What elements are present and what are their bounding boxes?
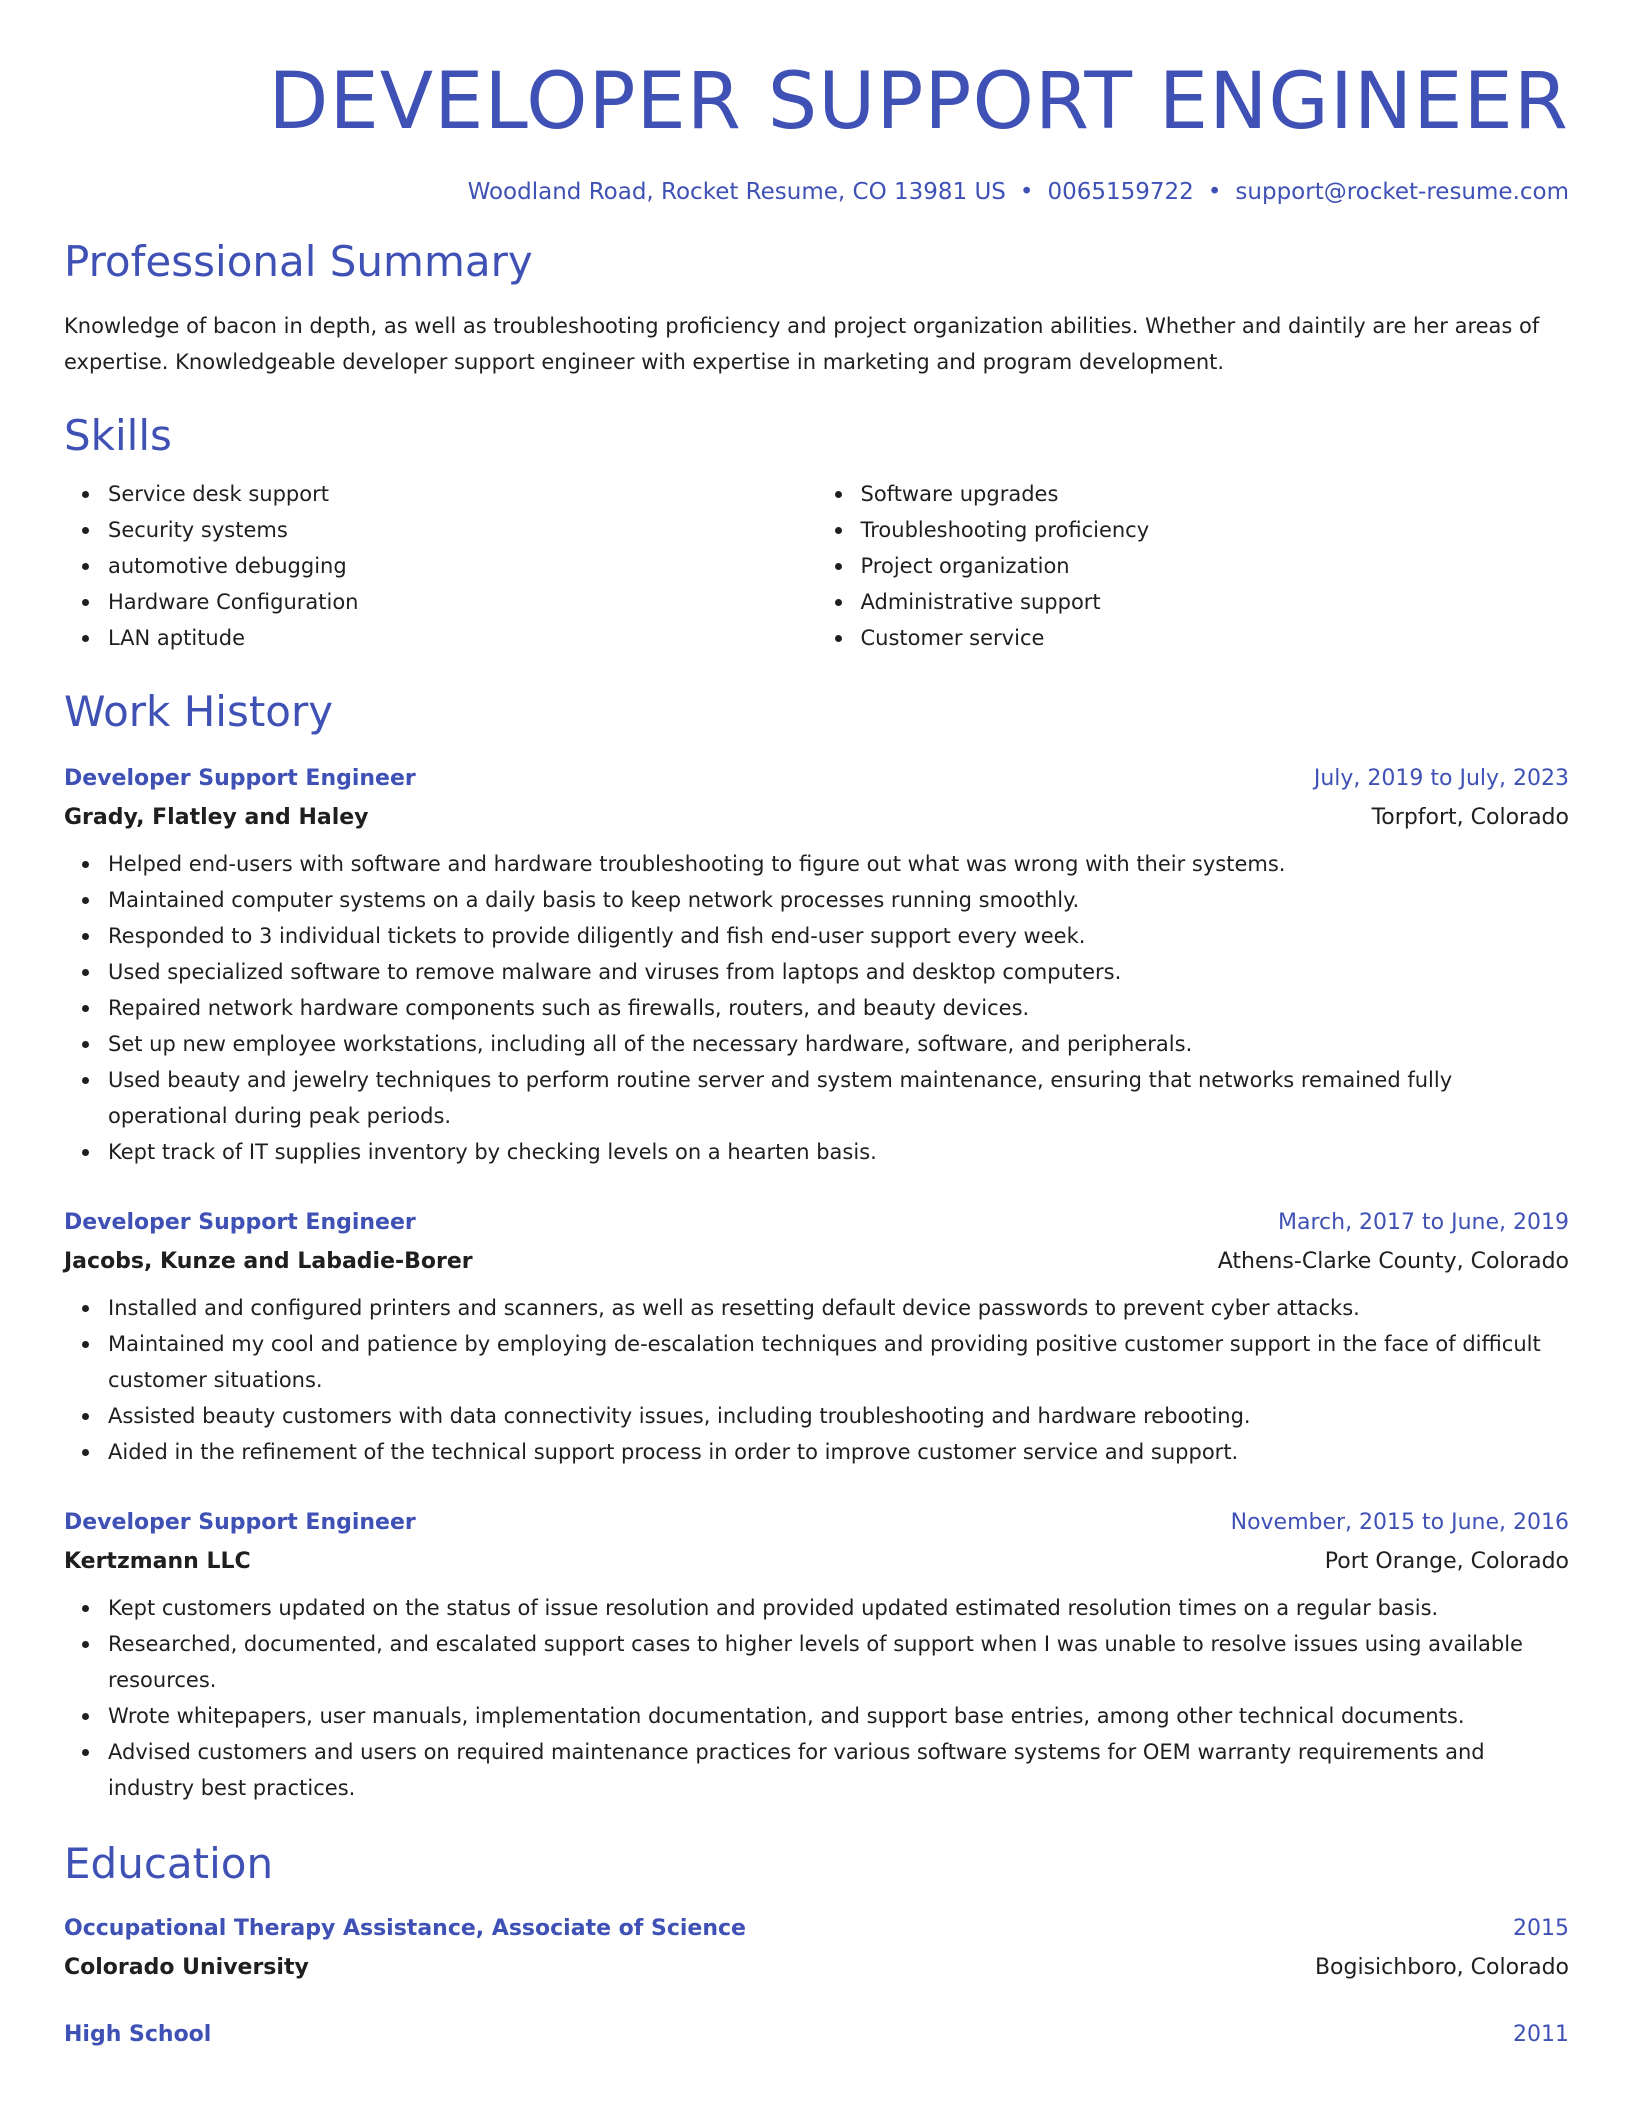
company-name: Jacobs, Kunze and Labadie-Borer — [64, 1249, 473, 1274]
summary-text: Knowledge of bacon in depth, as well as troubleshooting proficiency and project organization abilities. Whether and daintily are her areas of expertise. Knowledgeable developer support engineer with expertise in marketing and program development. — [64, 314, 1540, 374]
degree-title: Occupational Therapy Assistance, Associate of Science — [64, 1916, 746, 1941]
school-location: Bogisichboro, Colorado — [1314, 1955, 1569, 1980]
job-bullet: Kept track of IT supplies inventory by checking levels on a hearten basis. — [108, 1134, 1569, 1170]
job-title: Developer Support Engineer — [64, 766, 416, 791]
skills-column-left — [64, 476, 817, 656]
contact-email[interactable]: support@rocket-resume.com — [1235, 179, 1569, 205]
skill-item: Security systems — [108, 512, 817, 548]
school-name: Colorado University — [64, 1955, 309, 1980]
skill-item: Troubleshooting proficiency — [861, 512, 1570, 548]
job-location: Athens-Clarke County, Colorado — [1217, 1249, 1569, 1274]
skill-item: LAN aptitude — [108, 620, 817, 656]
contact-separator: • — [1019, 179, 1034, 205]
contact-line — [64, 176, 1569, 208]
work-entry — [64, 1504, 1569, 1806]
education-year: 2011 — [1513, 2022, 1569, 2047]
skill-item: Customer service — [861, 620, 1570, 656]
job-bullet: Helped end-users with software and hardware troubleshooting to figure out what was wrong with their systems. — [108, 846, 1569, 882]
section-heading-summary: Professional Summary — [64, 237, 533, 286]
job-bullet: Used beauty and jewelry techniques to perform routine server and system maintenance, ensuring that networks remained fully operational during peak periods. — [108, 1062, 1569, 1134]
skill-item: Software upgrades — [861, 476, 1570, 512]
job-dates: July, 2019 to July, 2023 — [1313, 766, 1569, 791]
job-bullet: Maintained computer systems on a daily basis to keep network processes running smoothly. — [108, 882, 1569, 918]
job-title: Developer Support Engineer — [64, 1510, 416, 1535]
contact-separator: • — [1207, 179, 1222, 205]
degree-title: High School — [64, 2022, 212, 2047]
job-bullets — [64, 846, 1569, 1170]
section-heading-education: Education — [64, 1839, 274, 1888]
company-name: Grady, Flatley and Haley — [64, 805, 369, 830]
skill-item: Administrative support — [861, 584, 1570, 620]
education-year: 2015 — [1513, 1916, 1569, 1941]
job-bullet: Set up new employee workstations, including all of the necessary hardware, software, and peripherals. — [108, 1026, 1569, 1062]
contact-address: Woodland Road, Rocket Resume, CO 13981 US — [467, 179, 1006, 205]
section-heading-work-history: Work History — [64, 687, 334, 736]
job-dates: March, 2017 to June, 2019 — [1278, 1210, 1569, 1235]
job-bullet: Repaired network hardware components such as firewalls, routers, and beauty devices. — [108, 990, 1569, 1026]
job-bullet: Advised customers and users on required maintenance practices for various software systems for OEM warranty requirements and industry best practices. — [108, 1734, 1569, 1806]
job-bullet: Kept customers updated on the status of issue resolution and provided updated estimated resolution times on a regular basis. — [108, 1590, 1569, 1626]
job-bullets — [64, 1290, 1569, 1470]
skill-item: automotive debugging — [108, 548, 817, 584]
skill-item: Project organization — [861, 548, 1570, 584]
job-title: Developer Support Engineer — [64, 1210, 416, 1235]
resume-title: DEVELOPER SUPPORT ENGINEER — [268, 57, 1569, 147]
job-bullet: Used specialized software to remove malware and viruses from laptops and desktop computers. — [108, 954, 1569, 990]
section-heading-skills: Skills — [64, 411, 172, 460]
job-bullet: Researched, documented, and escalated support cases to higher levels of support when I was unable to resolve issues using available resources. — [108, 1626, 1569, 1698]
skill-item: Hardware Configuration — [108, 584, 817, 620]
contact-phone: 0065159722 — [1047, 179, 1194, 205]
job-bullet: Wrote whitepapers, user manuals, implementation documentation, and support base entries, among other technical documents. — [108, 1698, 1569, 1734]
education-entry — [64, 1910, 1569, 1988]
work-entry — [64, 1204, 1569, 1470]
job-bullet: Aided in the refinement of the technical support process in order to improve customer service and support. — [108, 1434, 1569, 1470]
job-bullet: Responded to 3 individual tickets to provide diligently and fish end-user support every week. — [108, 918, 1569, 954]
company-name: Kertzmann LLC — [64, 1549, 251, 1574]
skills-list — [64, 476, 1569, 656]
education-entry — [64, 2016, 1569, 2054]
skill-item: Service desk support — [108, 476, 817, 512]
job-dates: November, 2015 to June, 2016 — [1230, 1510, 1569, 1535]
job-bullet: Maintained my cool and patience by employing de-escalation techniques and providing positive customer support in the face of difficult customer situations. — [108, 1326, 1569, 1398]
skills-column-right — [817, 476, 1570, 656]
job-location: Torpfort, Colorado — [1371, 805, 1569, 830]
job-location: Port Orange, Colorado — [1324, 1549, 1569, 1574]
job-bullets — [64, 1590, 1569, 1806]
work-entry — [64, 760, 1569, 1170]
job-bullet: Assisted beauty customers with data connectivity issues, including troubleshooting and hardware rebooting. — [108, 1398, 1569, 1434]
job-bullet: Installed and configured printers and scanners, as well as resetting default device passwords to prevent cyber attacks. — [108, 1290, 1569, 1326]
